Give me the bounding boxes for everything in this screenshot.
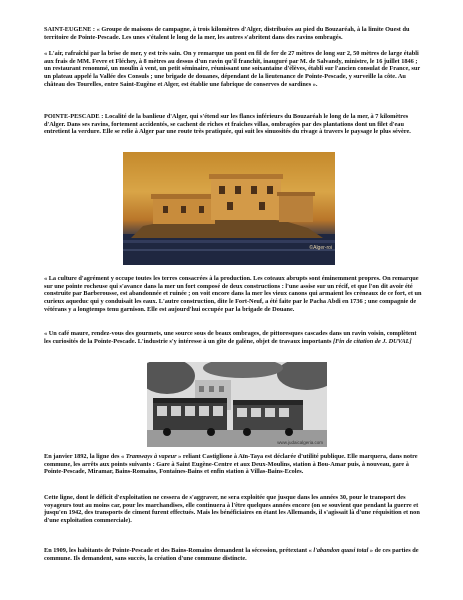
paragraph-text: En 1909, les habitants de Pointe-Pescade et des Bains-Romains demandent la sécession, prétextant «	[44, 547, 314, 554]
term-saint-eugene: SAINT-EUGENE	[44, 26, 92, 33]
paragraph-text: : « Groupe de maisons de campagne, à trois kilomètres d'Alger, distribuées au pied du Bouzaréah, à la limite Ouest du territoire de Pointe-Pescade. Les unes s'étalent le long de la mer, les autres s'abritent dans des ravins ombragés.	[44, 26, 410, 41]
photo-watermark: www.judaicalgeria.com	[277, 440, 323, 445]
paragraph-culture	[44, 275, 422, 314]
fort-photo	[123, 152, 335, 265]
paragraph-text: « La culture d'agrément y occupe toutes les terres consacrées à la production. Les coteaux abrupts sont éminemment propres. On remarque sur une pointe rocheuse qui s'avance dans la mer un fort composé de deux constructions : l'une assise sur un récif, et que l'on dit avoir été construite par Barberousse, est abandonnée et ruinée ; on voit encore dans la mer les vieux canons qui armaient les créneaux de ce fort, et un curieux aqueduc qui y conduisait les eaux. L'autre construction, dite le Fort-Neuf, a été faite par le Pacha Abdi en 1736 ; une compagnie de vétérans y a longtemps tenu garnison. Elle est aujourd'hui occupée par la brigade de Douane.	[44, 275, 422, 313]
tram-photo	[147, 362, 327, 447]
paragraph-deficit	[44, 494, 422, 525]
paragraph-air	[44, 50, 422, 89]
tram-illustration	[147, 362, 327, 447]
paragraph-cafe-maure	[44, 330, 422, 345]
paragraph-text: » reliant Castiglione à Aïn-Taya est déclarée d'utilité publique. Elle marquera, dans notre commune, les arrêts aux points suivants : Gare à Saint Eugène-Centre et aux Deux-Moulins, station à Bou-Amar puis, à nouveau, gare à Pointe-Pescade, Miramar, Bains-Romains, Fontaines-Bains et enfin station à Villas-Bains-Ecoles.	[44, 453, 418, 476]
term-pointe-pescade: POINTE-PESCADE	[44, 113, 100, 120]
paragraph-secession	[44, 547, 422, 562]
photo-watermark: ©Alger-roi	[309, 245, 332, 251]
paragraph-text: : Localité de la banlieue d'Alger, qui s'étend sur les flancs inférieurs du Bouzaréah le long de la mer, à 7 kilomètres d'Alger. Dans ses ravins, fortement accidentés, se cachent de riches et fraiches villas, ombragées par des plantations dont un filet d'eau entretient la verdure. Elle se relie à Alger par une route très pratiquée, qui suit les sinuosités du rivage à travers le paysage le plus sévère.	[44, 113, 411, 136]
paragraph-tramways	[44, 453, 422, 476]
paragraph-pointe-pescade	[44, 113, 422, 136]
paragraph-text: » de ces parties de commune. Ils demandent, sans succès, la création d'une commune distincte.	[44, 547, 419, 562]
italic-text: l'abandon quasi total	[313, 547, 369, 554]
paragraph-saint-eugene	[44, 26, 422, 41]
fort-illustration	[123, 152, 335, 265]
italic-text: Tramways à vapeur	[125, 453, 177, 460]
paragraph-text: En janvier 1892, la ligne des «	[44, 453, 126, 460]
paragraph-text: Cette ligne, dont le déficit d'exploitation ne cessera de s'aggraver, ne sera exploitée que jusque dans les années 30, pour le transport des voyageurs tout au moins car, pour les marchandises, elle continuera à l'être quelques années encore (on se souvient que pendant la guerre et jusqu'en 1942, des transports de ciment furent effectués. Mais les bénéficiaires en étant les Allemands, il s'agissait là d'une réquisition et non d'une exploitation commerciale).	[44, 494, 420, 525]
paragraph-text: « Un café maure, rendez-vous des gourmets, une source sous de beaux ombrages, de pittoresques cascades dans un ravin voisin, complètent les curiosités de la Pointe-Pescade. L'industrie s'y intéresse à un gîte de galène, objet de travaux importants	[44, 330, 417, 345]
paragraph-text: « L'air, rafraîchi par la brise de mer, y est très sain. On y remarque un pont en fil de fer de 27 mètres de long sur 2, 50 mètres de large établi aux frais de MM. Fevre et Fléchey, à 8 mètres au dessus d'un ravin qu'il franchit, inauguré par M. de Salvandy, ministre, le 16 juillet 1846 ; un restaurant renommé, un moulin à vent, un petit séminaire, réunissant une soixantaine d'élèves, établi sur l'ancien consulat de France, sur un plateau appelé la Vallée des Consuls ; une brigade de douanes, dépendant de la lieutenance de Pointe-Pescade, y surveille la côte. Au château des Tourelles, entre Saint-Eugène et Alger, est établie une fabrique de conserves de sardines ».	[44, 50, 421, 88]
citation: [Fin de citation de J. DUVAL]	[333, 337, 412, 345]
